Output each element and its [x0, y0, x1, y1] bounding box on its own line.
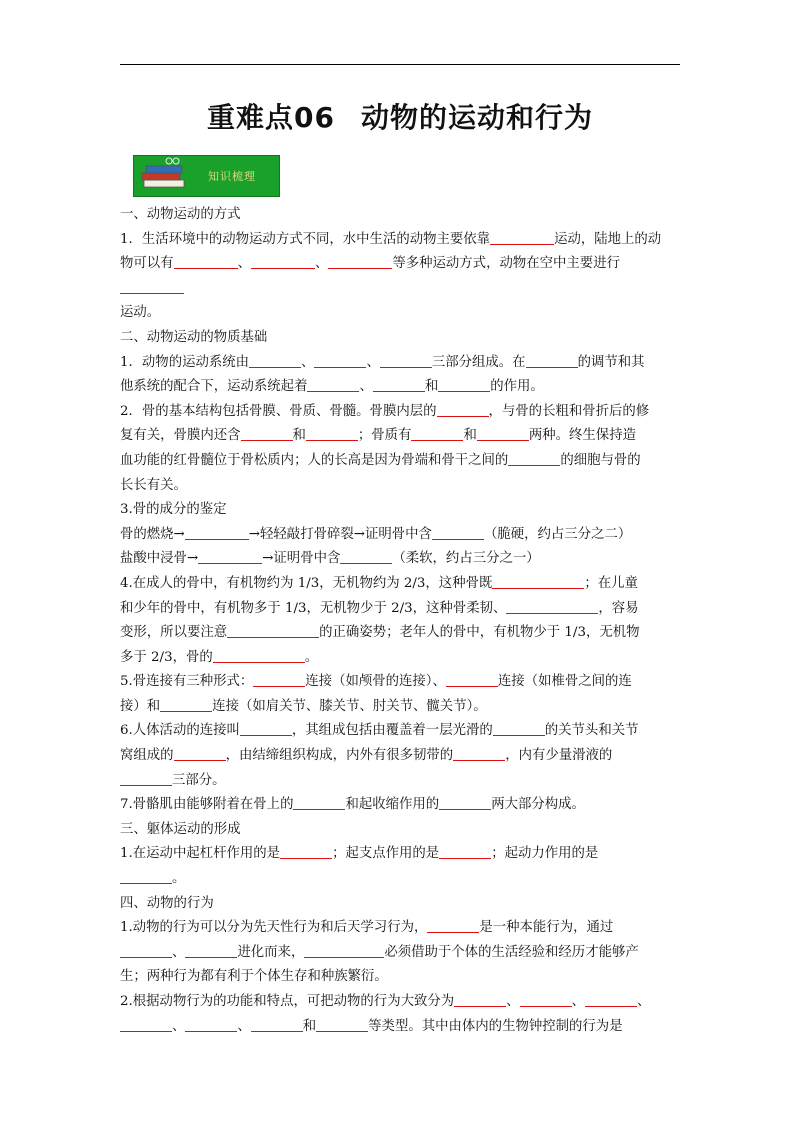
fill-blank[interactable] — [508, 464, 560, 466]
fill-blank[interactable] — [328, 267, 392, 269]
section-heading: 二、动物运动的物质基础 — [120, 329, 268, 345]
books-icon — [134, 155, 196, 197]
fill-blank[interactable] — [185, 956, 237, 958]
fill-blank[interactable] — [454, 1005, 506, 1007]
paragraph: 6.人体活动的连接叫 ，其组成包括由覆盖着一层光滑的 的关节头和关节 窝组成的 ，由结缔组织构成，内外有很多韧带的 ，内有少量滑液的 三部分。 — [120, 723, 639, 788]
fill-blank[interactable] — [120, 956, 172, 958]
fill-blank[interactable] — [340, 562, 392, 564]
fill-blank[interactable] — [439, 808, 491, 810]
paragraph: 1．生活环境中的动物运动方式不同，水中生活的动物主要依靠 运动，陆地上的动 物可以有 、 、 等多种运动方式，动物在空中主要进行 运动。 — [120, 231, 662, 321]
paragraph: 盐酸中浸骨→ →证明骨中含 （柔软，约占三分之一） — [120, 551, 540, 567]
paragraph: 4.在成人的骨中，有机物约为 1/3，无机物约为 2/3，这种骨既 ；在儿童 和少年的骨中，有机物多于 1/3，无机物少于 2/3，这种骨柔韧、 ，容易 变形，所以要注意 的正确姿势；老年人的骨中，有机物少于 1/3，无机物 多于 2/3，骨的 。 — [120, 575, 640, 665]
section-heading: 四、动物的行为 — [120, 895, 214, 911]
knowledge-badge — [133, 155, 280, 197]
paragraph: 1．动物的运动系统由 、 、 三部分组成。在 的调节和其 他系统的配合下，运动系统起着 、 和 的作用。 — [120, 354, 645, 395]
fill-blank[interactable] — [120, 1030, 172, 1032]
section-heading: 一、动物运动的方式 — [120, 207, 241, 222]
paragraph: 1.动物的行为可以分为先天性行为和后天学习行为， 是一种本能行为，通过 、 进化而来， 必须借助于个体的生活经验和经历才能够产 生；两种行为都有利于个体生存和种族繁衍。 — [120, 920, 639, 985]
fill-blank[interactable] — [439, 857, 491, 859]
fill-blank[interactable] — [120, 882, 172, 884]
badge-label: 知识梳理 — [208, 170, 256, 183]
paragraph: 5.骨连接有三种形式： 连接（如颅骨的连接）、 连接（如椎骨之间的连 接）和 连接（如肩关节、膝关节、肘关节、髋关节）。 — [120, 674, 632, 714]
fill-blank[interactable] — [249, 366, 301, 368]
fill-blank[interactable] — [227, 636, 319, 638]
fill-blank[interactable] — [251, 267, 315, 269]
fill-blank[interactable] — [314, 366, 366, 368]
fill-blank[interactable] — [520, 1005, 572, 1007]
title-main: 重难点06 — [207, 101, 335, 134]
page-title — [0, 96, 800, 136]
fill-blank[interactable] — [446, 685, 498, 687]
title-sub: 动物的运动和行为 — [360, 101, 593, 134]
fill-blank[interactable] — [526, 366, 578, 368]
paragraph: 1.在运动中起杠杆作用的是 ；起支点作用的是 ；起动力作用的是 。 — [120, 846, 599, 887]
fill-blank[interactable] — [240, 734, 292, 736]
fill-blank[interactable] — [198, 562, 262, 564]
fill-blank[interactable] — [160, 710, 212, 712]
fill-blank[interactable] — [185, 1030, 237, 1032]
fill-blank[interactable] — [492, 587, 584, 589]
paragraph: 3.骨的成分的鉴定 — [120, 502, 227, 518]
fill-blank[interactable] — [241, 439, 293, 441]
fill-blank[interactable] — [438, 390, 490, 392]
paragraph: 2．骨的基本结构包括骨膜、骨质、骨髓。骨膜内层的 ，与骨的长粗和骨折后的修 复有关，骨膜内还含 和 ；骨质有 和 两种。终生保持造 血功能的红骨髓位于骨松质内；人的长高是因为骨端和骨干之间的 的细胞与骨的 长长有关。 — [120, 403, 650, 493]
fill-blank[interactable] — [185, 538, 249, 540]
header-rule — [120, 64, 680, 65]
fill-blank[interactable] — [506, 612, 598, 614]
fill-blank[interactable] — [304, 956, 384, 958]
fill-blank[interactable] — [432, 538, 484, 540]
fill-blank[interactable] — [490, 243, 554, 245]
fill-blank[interactable] — [373, 390, 425, 392]
fill-blank[interactable] — [253, 685, 305, 687]
fill-blank[interactable] — [307, 390, 359, 392]
section-heading: 三、躯体运动的形成 — [120, 821, 241, 837]
fill-blank[interactable] — [280, 857, 332, 859]
fill-blank[interactable] — [174, 267, 238, 269]
fill-blank[interactable] — [251, 1030, 303, 1032]
paragraph: 骨的燃烧→ →轻轻敲打骨碎裂→证明骨中含 （脆硬，约占三分之二） — [120, 526, 632, 542]
fill-blank[interactable] — [120, 292, 184, 294]
fill-blank[interactable] — [493, 734, 545, 736]
fill-blank[interactable] — [306, 439, 358, 441]
fill-blank[interactable] — [120, 784, 172, 786]
fill-blank[interactable] — [585, 1005, 637, 1007]
fill-blank[interactable] — [453, 759, 505, 761]
fill-blank[interactable] — [427, 931, 479, 933]
document-body — [120, 203, 682, 1039]
fill-blank[interactable] — [174, 759, 226, 761]
fill-blank[interactable] — [437, 415, 489, 417]
fill-blank[interactable] — [316, 1030, 368, 1032]
paragraph: 7.骨骼肌由能够附着在骨上的 和起收缩作用的 两大部分构成。 — [120, 797, 585, 813]
fill-blank[interactable] — [380, 366, 432, 368]
fill-blank[interactable] — [477, 439, 529, 441]
fill-blank[interactable] — [411, 439, 463, 441]
fill-blank[interactable] — [293, 808, 345, 810]
fill-blank[interactable] — [213, 661, 305, 663]
paragraph: 2.根据动物行为的功能和特点，可把动物的行为大致分为 、 、 、 、 、 和 等类型。其中由体内的生物钟控制的行为是 — [120, 994, 651, 1034]
